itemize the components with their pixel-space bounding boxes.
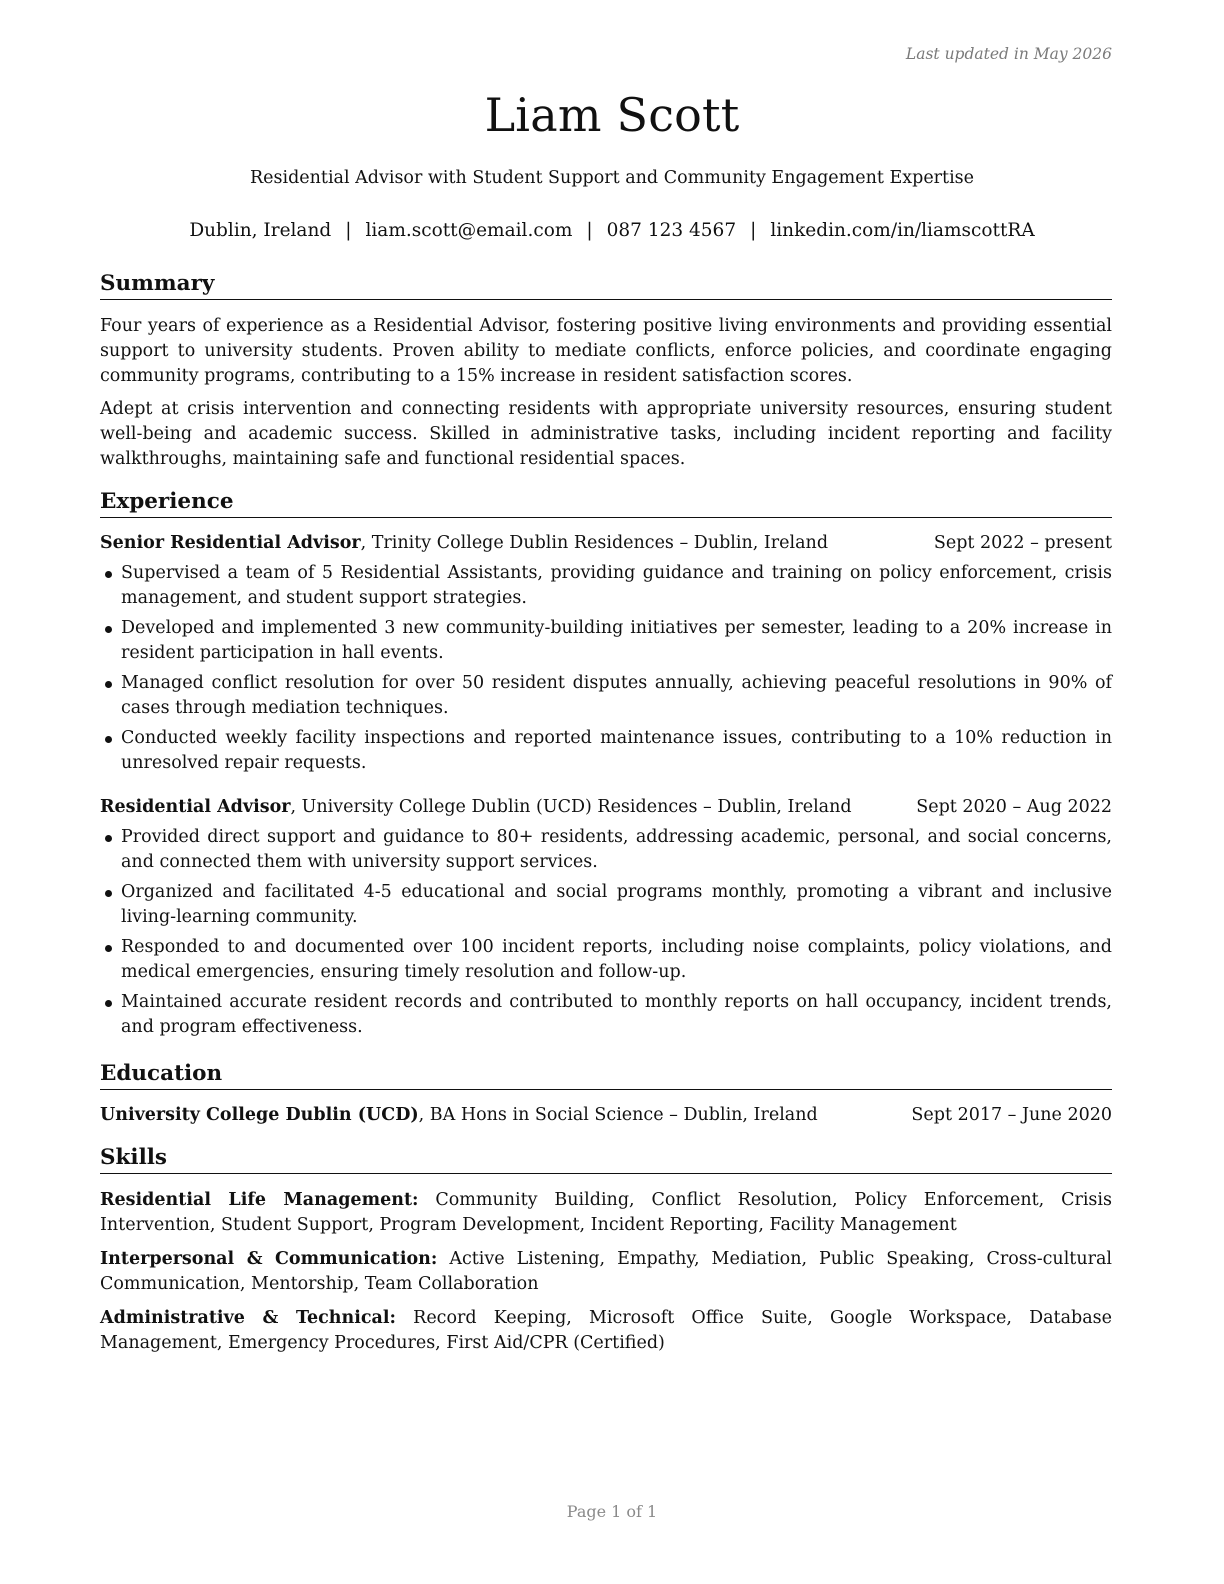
- page-number: Page 1 of 1: [566, 1502, 658, 1521]
- education-school: University College Dublin (UCD): [100, 1105, 419, 1125]
- contact-location: Dublin, Ireland: [189, 220, 332, 241]
- job-header: [100, 795, 1112, 820]
- skill-group-items: Record Keeping, Microsoft Office Suite, Google Workspace, Database Management, Emergency Procedures, First Aid/CPR (Certified): [100, 1308, 1112, 1353]
- job-title-line: [100, 531, 828, 556]
- education-section: [100, 1060, 1112, 1128]
- list-item: Maintained accurate resident records and contributed to monthly reports on hall occupancy, incident trends, and program effectiveness.: [100, 990, 1112, 1040]
- list-item: Provided direct support and guidance to 80+ residents, addressing academic, personal, and social concerns, and connected them with university support services.: [100, 825, 1112, 875]
- skill-group-items: Community Building, Conflict Resolution, Policy Enforcement, Crisis Intervention, Student Support, Program Development, Incident Reporting, Facility Management: [100, 1190, 1112, 1235]
- list-item: Organized and facilitated 4-5 educational and social programs monthly, promoting a vibrant and inclusive living-learning community.: [100, 880, 1112, 930]
- job-org: , Trinity College Dublin Residences – Dublin, Ireland: [360, 533, 829, 553]
- job-dates: Sept 2020 – Aug 2022: [916, 797, 1112, 817]
- skill-group-items: Active Listening, Empathy, Mediation, Public Speaking, Cross-cultural Communication, Mentorship, Team Collaboration: [100, 1249, 1112, 1294]
- skill-group-label: Administrative & Technical:: [100, 1308, 396, 1328]
- job-bullets: [100, 561, 1112, 776]
- summary-section: [100, 270, 1112, 472]
- education-line: [100, 1103, 818, 1128]
- contact-separator: |: [345, 220, 352, 241]
- list-item: Supervised a team of 5 Residential Assistants, providing guidance and training on policy enforcement, crisis management, and student support strategies.: [100, 561, 1112, 611]
- list-item: Conducted weekly facility inspections and reported maintenance issues, contributing to a 10% reduction in unresolved repair requests.: [100, 726, 1112, 776]
- skills-section: [100, 1144, 1112, 1356]
- skill-group: [100, 1247, 1112, 1297]
- job-bullets: [100, 825, 1112, 1040]
- list-item: Developed and implemented 3 new community-building initiatives per semester, leading to a 20% increase in resident participation in hall events.: [100, 616, 1112, 666]
- job-entry: [100, 795, 1112, 1040]
- education-detail: , BA Hons in Social Science – Dublin, Ireland: [418, 1105, 818, 1125]
- list-item: Managed conflict resolution for over 50 resident disputes annually, achieving peaceful resolutions in 90% of cases through mediation techniques.: [100, 671, 1112, 721]
- list-item: Responded to and documented over 100 incident reports, including noise complaints, policy violations, and medical emergencies, ensuring timely resolution and follow-up.: [100, 935, 1112, 985]
- contact-separator: |: [586, 220, 593, 241]
- section-title-education: Education: [100, 1060, 1112, 1090]
- experience-section: [100, 488, 1112, 1040]
- section-title-experience: Experience: [100, 488, 1112, 518]
- summary-paragraph: Four years of experience as a Residential Advisor, fostering positive living environments and providing essential support to university students. Proven ability to mediate conflicts, enforce policies, and coordinate engaging community programs, contributing to a 15% increase in resident satisfaction scores.: [100, 316, 1112, 386]
- job-org: , University College Dublin (UCD) Residences – Dublin, Ireland: [290, 797, 852, 817]
- contact-line: [0, 220, 1224, 241]
- education-entry: [100, 1103, 1112, 1128]
- skill-group: [100, 1188, 1112, 1238]
- summary-paragraph: Adept at crisis intervention and connecting residents with appropriate university resources, ensuring student well-being and academic success. Skilled in administrative tasks, including incident reporting and facility walkthroughs, maintaining safe and functional residential spaces.: [100, 399, 1112, 469]
- job-role: Residential Advisor: [100, 797, 291, 817]
- contact-email[interactable]: liam.scott@email.com: [365, 220, 573, 241]
- contact-linkedin[interactable]: linkedin.com/in/liamscottRA: [770, 220, 1035, 241]
- job-header: [100, 531, 1112, 556]
- last-updated: Last updated in May 2026: [905, 45, 1112, 63]
- section-title-summary: Summary: [100, 270, 1112, 300]
- contact-separator: |: [750, 220, 757, 241]
- job-role: Senior Residential Advisor: [100, 533, 361, 553]
- section-title-skills: Skills: [100, 1144, 1112, 1174]
- job-entry: [100, 531, 1112, 776]
- job-dates: Sept 2022 – present: [933, 533, 1112, 553]
- skill-group-label: Interpersonal & Communication:: [100, 1249, 438, 1269]
- job-title-line: [100, 795, 852, 820]
- candidate-name: Liam Scott: [484, 88, 740, 142]
- headline: Residential Advisor with Student Support and Community Engagement Expertise: [249, 168, 975, 188]
- skill-group-label: Residential Life Management:: [100, 1190, 419, 1210]
- contact-phone: 087 123 4567: [606, 220, 737, 241]
- education-dates: Sept 2017 – June 2020: [911, 1105, 1112, 1125]
- skill-group: [100, 1306, 1112, 1356]
